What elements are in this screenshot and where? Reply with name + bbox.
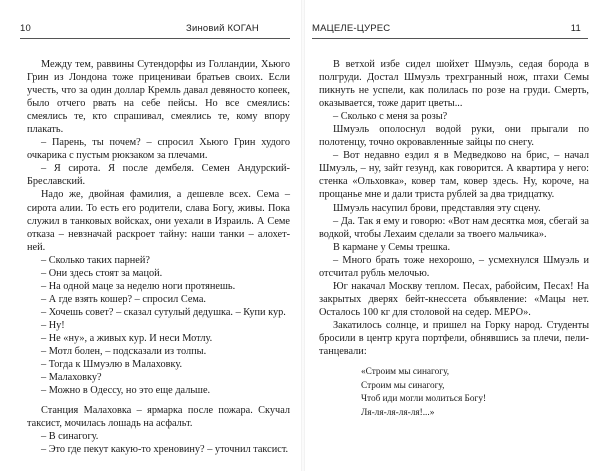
right-running-head: МАЦЕЛЕ-ЦУРЕС [312, 23, 391, 34]
right-page-number: 11 [570, 23, 581, 34]
paragraph: – Не «ну», а живых кур. И неси Мотлу. [41, 332, 213, 344]
song-verse [319, 366, 589, 420]
paragraph: – В синагогу. [41, 431, 99, 443]
paragraph: – Парень, ты почем? – спросил Хьюго Грин худого очкарика с пустым рюкзаком за плечами. [27, 137, 290, 162]
paragraph: Между тем, раввины Сутендорфы из Голландии, Хьюго Грин из Лондона тоже прицениваи братьев своих. Если учесть, что за один доллар Кремль давал девяносто копеек, было отчего рвать на себе пейсы. Но все смеялись: смеялись те, кто спрашивал, смеялись те, кому впору плакать. [27, 59, 290, 136]
paragraph: В ветхой избе сидел шойхет Шмуэль, седая борода в полгруди. Достал Шмуэль трехгранный нож, птахи Семы пикнуть не успели, как полилась по розе на груди. Смерть, оказывается, тоже дарит цветы... [319, 59, 589, 110]
paragraph: Станция Малаховка – ярмарка после пожара. Скучал таксист, мочилась лошадь на асфальт. [27, 405, 290, 430]
paragraph: Юг накачал Москву теплом. Песах, рабойсим, Песах! На закрытых дверях бейт-кнессета объявление: «Мацы нет. Осталось 100 кг для столовой на седер. МЕРО». [319, 280, 589, 318]
paragraph: – Хочешь совет? – сказал сутулый дедушка. – Купи кур. [41, 306, 286, 318]
paragraph: – На одной маце за неделю ноги протянешь. [41, 280, 236, 292]
right-header [303, 23, 606, 37]
paragraph: – Сколько таких парней? [41, 254, 150, 266]
paragraph: – Много брать тоже нехорошо, – усмехнулся Шмуэль и отсчитал рубль мелочью. [319, 254, 589, 279]
left-page-number: 10 [20, 23, 31, 34]
left-header-rule [20, 38, 290, 39]
left-running-head: Зиновий КОГАН [186, 23, 259, 34]
paragraph: – Можно в Одессу, но это еще дальше. [41, 385, 211, 397]
paragraph: – Это где пекут какую-то хреновину? – уточнил таксист. [41, 444, 289, 456]
paragraph: Надо же, двойная фамилия, а дешевле всех. Сема – сирота алии. То есть его родители, слава Богу, живы. Пока служил в танковых войсках, они уехали в Израиль. А Семе отказа – невзначай раскроет тайну: наши танки – алохет-ней. [27, 189, 290, 253]
paragraph: – Сколько с меня за розы? [333, 111, 448, 123]
verse-line: «Строим мы синагогу, [361, 367, 450, 378]
paragraph: – Вот недавно ездил я в Медведково на брис, – начал Шмуэль, – ну, зайт гезунд, как говорится. А квартира у него: стенка «Ольховка», ковер там, ковер здесь. Ну, короче, на прощанье мне и дали триста рублей за два тридцатку. [319, 150, 589, 201]
right-body-text [319, 58, 589, 420]
paragraph: Закатилось солнце, и пришел на Горку народ. Студенты бросили в центр круга портфели, обнявшись за плечи, пели-танцевали: [319, 319, 589, 358]
paragraph: В кармане у Семы трешка. [333, 241, 451, 253]
paragraph: Шмуэль ополоснул водой руки, они прыгали по полотенцу, точно окровавленные зайцы по снегу. [319, 124, 589, 149]
paragraph: – Они здесь стоят за мацой. [41, 267, 163, 279]
paragraph: – Ну! [41, 319, 65, 331]
verse-line: Чтоб иди могли молиться Богу! [361, 394, 487, 405]
verse-line: Строим мы синагогу, [361, 380, 445, 391]
paragraph: – Малаховку? [41, 372, 102, 384]
left-header [0, 23, 303, 37]
verse-line: Ля-ля-ля-ля-ля!...» [361, 407, 435, 418]
right-page [303, 0, 606, 471]
paragraph: Шмуэль насупил брови, представляя эту сцену. [333, 202, 541, 214]
paragraph: – Мотл болен, – подсказали из толпы. [41, 346, 207, 358]
right-header-rule [312, 38, 588, 39]
paragraph: – А где взять кошер? – спросил Сема. [41, 293, 206, 305]
paragraph: – Тогда к Шмуэлю в Малаховку. [41, 359, 183, 371]
left-body-text [27, 58, 290, 456]
paragraph: – Я сирота. Я после дембеля. Семен Андурский-Бреславский. [27, 163, 290, 188]
paragraph: – Да. Так я ему и говорю: «Вот нам десятка моя, сбегай за водкой, чтобы Лехаим сделали за твоего мальчика». [319, 215, 589, 240]
